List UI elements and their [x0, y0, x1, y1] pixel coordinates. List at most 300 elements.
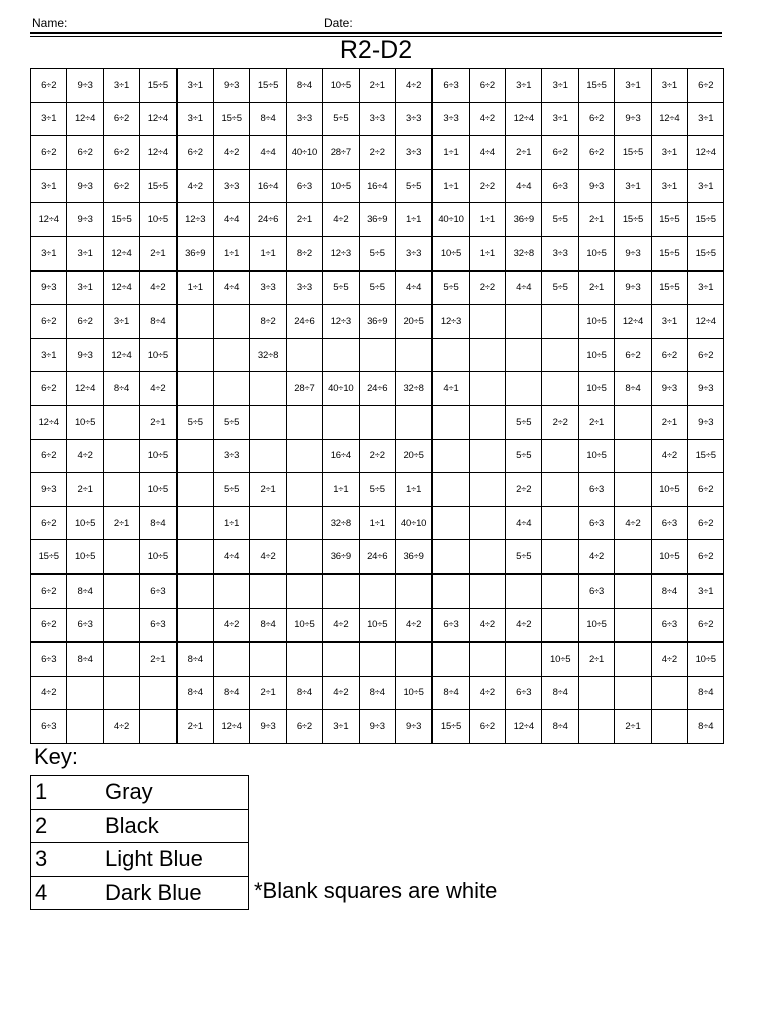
- grid-cell: 12÷4: [140, 102, 177, 136]
- grid-cell: [469, 439, 505, 473]
- grid-cell: 8÷4: [542, 710, 578, 744]
- grid-cell: 1÷1: [432, 136, 469, 170]
- key-row: [31, 876, 249, 910]
- grid-cell: 3÷1: [177, 102, 214, 136]
- grid-cell: 40÷10: [323, 372, 359, 406]
- grid-cell: 9÷3: [250, 710, 286, 744]
- date-label: Date:: [324, 16, 353, 30]
- grid-cell: [286, 338, 322, 372]
- grid-cell: 10÷5: [578, 338, 614, 372]
- grid-cell: 12÷4: [651, 102, 687, 136]
- grid-cell: 12÷4: [103, 271, 139, 305]
- grid-cell: 8÷4: [177, 676, 214, 710]
- grid-cell: 8÷4: [103, 372, 139, 406]
- grid-cell: 10÷5: [578, 305, 614, 339]
- grid-cell: [651, 676, 687, 710]
- grid-cell: 4÷2: [323, 608, 359, 642]
- key-label: Key:: [34, 744, 79, 769]
- grid-cell: 10÷5: [67, 506, 103, 540]
- grid-cell: 1÷1: [213, 236, 249, 270]
- grid-cell: [469, 372, 505, 406]
- grid-cell: 3÷3: [213, 169, 249, 203]
- grid-cell: 2÷1: [578, 271, 614, 305]
- grid-cell: 4÷2: [140, 271, 177, 305]
- grid-row: [31, 102, 724, 136]
- grid-cell: 36÷9: [323, 540, 359, 574]
- grid-cell: 9÷3: [31, 473, 67, 507]
- grid-cell: 9÷3: [615, 102, 651, 136]
- grid-cell: [615, 439, 651, 473]
- key-color: Dark Blue: [105, 876, 249, 910]
- grid-cell: 3÷1: [31, 236, 67, 270]
- grid-cell: 2÷2: [359, 136, 395, 170]
- grid-cell: 2÷2: [469, 169, 505, 203]
- grid-cell: 15÷5: [31, 540, 67, 574]
- grid-cell: 10÷5: [651, 473, 687, 507]
- grid-cell: 10÷5: [286, 608, 322, 642]
- grid-cell: 6÷2: [31, 69, 67, 103]
- grid-cell: 4÷4: [213, 271, 249, 305]
- division-grid: [30, 68, 724, 744]
- grid-cell: [542, 506, 578, 540]
- grid-cell: 6÷3: [31, 642, 67, 676]
- grid-cell: [286, 439, 322, 473]
- grid-cell: 12÷4: [688, 136, 724, 170]
- grid-cell: 12÷4: [67, 372, 103, 406]
- grid-cell: 3÷1: [103, 305, 139, 339]
- grid-cell: 3÷1: [615, 169, 651, 203]
- grid-cell: 24÷6: [359, 540, 395, 574]
- grid-cell: [432, 439, 469, 473]
- grid-cell: 4÷2: [213, 608, 249, 642]
- grid-cell: 3÷1: [542, 69, 578, 103]
- grid-cell: 6÷2: [542, 136, 578, 170]
- grid-cell: 16÷4: [250, 169, 286, 203]
- grid-cell: 6÷3: [651, 506, 687, 540]
- grid-cell: [177, 305, 214, 339]
- grid-cell: 15÷5: [651, 236, 687, 270]
- grid-cell: 9÷3: [615, 271, 651, 305]
- grid-cell: 2÷1: [651, 405, 687, 439]
- grid-cell: 3÷1: [177, 69, 214, 103]
- grid-cell: 3÷1: [506, 69, 542, 103]
- grid-cell: 2÷2: [469, 271, 505, 305]
- grid-cell: [395, 642, 432, 676]
- grid-cell: 6÷2: [469, 69, 505, 103]
- grid-cell: 8÷4: [250, 102, 286, 136]
- grid-cell: 10÷5: [323, 169, 359, 203]
- grid-cell: [432, 338, 469, 372]
- grid-cell: 4÷4: [213, 203, 249, 237]
- grid-cell: [323, 642, 359, 676]
- name-label: Name:: [32, 16, 68, 30]
- grid-cell: [506, 372, 542, 406]
- grid-cell: [213, 338, 249, 372]
- grid-cell: 9÷3: [395, 710, 432, 744]
- grid-cell: [542, 574, 578, 608]
- grid-cell: [286, 506, 322, 540]
- grid-cell: [432, 540, 469, 574]
- grid-cell: [615, 540, 651, 574]
- grid-cell: [469, 338, 505, 372]
- grid-cell: 1÷1: [213, 506, 249, 540]
- grid-row: [31, 338, 724, 372]
- grid-cell: 8÷4: [542, 676, 578, 710]
- grid-cell: [103, 676, 139, 710]
- grid-cell: 6÷3: [578, 473, 614, 507]
- grid-cell: 4÷4: [395, 271, 432, 305]
- grid-cell: 4÷4: [506, 169, 542, 203]
- grid-cell: [213, 305, 249, 339]
- grid-row: [31, 710, 724, 744]
- grid-cell: 3÷3: [395, 102, 432, 136]
- grid-cell: 1÷1: [395, 473, 432, 507]
- grid-cell: 3÷1: [31, 169, 67, 203]
- grid-cell: 2÷2: [506, 473, 542, 507]
- grid-cell: [432, 506, 469, 540]
- grid-cell: 5÷5: [506, 405, 542, 439]
- grid-cell: 6÷2: [688, 506, 724, 540]
- grid-cell: [250, 506, 286, 540]
- grid-cell: 6÷3: [651, 608, 687, 642]
- grid-cell: 8÷4: [432, 676, 469, 710]
- grid-cell: [177, 338, 214, 372]
- grid-cell: 15÷5: [140, 169, 177, 203]
- grid-cell: 8÷2: [286, 236, 322, 270]
- grid-cell: 10÷5: [67, 540, 103, 574]
- grid-cell: [177, 574, 214, 608]
- grid-cell: 6÷2: [651, 338, 687, 372]
- key-row: [31, 776, 249, 810]
- grid-cell: 16÷4: [359, 169, 395, 203]
- grid-cell: [250, 372, 286, 406]
- grid-cell: 9÷3: [31, 271, 67, 305]
- grid-cell: 4÷4: [506, 506, 542, 540]
- grid-cell: 10÷5: [578, 236, 614, 270]
- grid-cell: 2÷1: [103, 506, 139, 540]
- grid-cell: 5÷5: [323, 102, 359, 136]
- grid-cell: 12÷4: [67, 102, 103, 136]
- grid-cell: 32÷8: [506, 236, 542, 270]
- grid-cell: 9÷3: [578, 169, 614, 203]
- grid-cell: [67, 676, 103, 710]
- key-number: 1: [31, 776, 106, 810]
- grid-cell: 8÷4: [67, 642, 103, 676]
- grid-cell: [542, 372, 578, 406]
- grid-cell: 9÷3: [359, 710, 395, 744]
- grid-row: [31, 540, 724, 574]
- grid-cell: 15÷5: [651, 203, 687, 237]
- grid-cell: [250, 642, 286, 676]
- grid-cell: 10÷5: [688, 642, 724, 676]
- grid-cell: [359, 338, 395, 372]
- key-row: [31, 843, 249, 877]
- grid-cell: 3÷3: [213, 439, 249, 473]
- grid-cell: 28÷7: [286, 372, 322, 406]
- grid-row: [31, 574, 724, 608]
- grid-cell: 5÷5: [506, 540, 542, 574]
- grid-row: [31, 236, 724, 270]
- grid-cell: 3÷3: [359, 102, 395, 136]
- grid-cell: 3÷1: [651, 169, 687, 203]
- grid-cell: 4÷2: [67, 439, 103, 473]
- grid-cell: [469, 305, 505, 339]
- blank-squares-note: *Blank squares are white: [254, 878, 498, 903]
- grid-cell: 10÷5: [578, 608, 614, 642]
- grid-cell: [395, 574, 432, 608]
- grid-row: [31, 169, 724, 203]
- grid-cell: 3÷3: [432, 102, 469, 136]
- grid-row: [31, 405, 724, 439]
- grid-cell: 5÷5: [213, 405, 249, 439]
- grid-cell: 15÷5: [615, 203, 651, 237]
- grid-cell: 3÷1: [688, 271, 724, 305]
- grid-cell: 12÷4: [615, 305, 651, 339]
- grid-cell: 3÷3: [250, 271, 286, 305]
- grid-cell: 1÷1: [395, 203, 432, 237]
- grid-cell: [286, 405, 322, 439]
- grid-cell: [177, 439, 214, 473]
- grid-cell: [615, 642, 651, 676]
- grid-cell: [542, 338, 578, 372]
- grid-cell: 2÷1: [177, 710, 214, 744]
- grid-row: [31, 676, 724, 710]
- grid-cell: 10÷5: [651, 540, 687, 574]
- grid-cell: [615, 676, 651, 710]
- grid-cell: 6÷2: [286, 710, 322, 744]
- grid-cell: 2÷1: [250, 473, 286, 507]
- grid-cell: [103, 574, 139, 608]
- grid-cell: 6÷2: [67, 305, 103, 339]
- grid-cell: 8÷4: [615, 372, 651, 406]
- grid-cell: 24÷6: [359, 372, 395, 406]
- grid-cell: [432, 642, 469, 676]
- grid-cell: 1÷1: [250, 236, 286, 270]
- grid-cell: [177, 608, 214, 642]
- grid-cell: [250, 574, 286, 608]
- grid-cell: [250, 439, 286, 473]
- grid-cell: 3÷1: [103, 69, 139, 103]
- grid-cell: 4÷2: [469, 608, 505, 642]
- grid-cell: [469, 642, 505, 676]
- grid-cell: [395, 338, 432, 372]
- grid-cell: [469, 540, 505, 574]
- grid-cell: 10÷5: [67, 405, 103, 439]
- grid-cell: 8÷4: [651, 574, 687, 608]
- grid-cell: 15÷5: [213, 102, 249, 136]
- grid-cell: [213, 574, 249, 608]
- grid-cell: 12÷3: [323, 305, 359, 339]
- grid-cell: [469, 574, 505, 608]
- grid-cell: 5÷5: [359, 236, 395, 270]
- grid-cell: 12÷4: [213, 710, 249, 744]
- grid-cell: 4÷2: [250, 540, 286, 574]
- grid-cell: [213, 642, 249, 676]
- grid-cell: 6÷2: [67, 136, 103, 170]
- grid-cell: 10÷5: [359, 608, 395, 642]
- grid-cell: 3÷3: [286, 102, 322, 136]
- key-number: 3: [31, 843, 106, 877]
- grid-cell: 6÷3: [67, 608, 103, 642]
- grid-cell: 15÷5: [432, 710, 469, 744]
- grid-cell: 12÷3: [177, 203, 214, 237]
- grid-cell: 8÷4: [140, 305, 177, 339]
- grid-cell: 6÷2: [31, 608, 67, 642]
- grid-cell: 2÷1: [578, 642, 614, 676]
- grid-cell: 24÷6: [250, 203, 286, 237]
- grid-cell: 6÷2: [688, 69, 724, 103]
- grid-cell: 15÷5: [688, 203, 724, 237]
- grid-cell: 3÷1: [651, 69, 687, 103]
- grid-cell: 6÷2: [688, 473, 724, 507]
- key-number: 4: [31, 876, 106, 910]
- grid-cell: 12÷4: [31, 405, 67, 439]
- grid-cell: 9÷3: [688, 372, 724, 406]
- grid-cell: 36÷9: [506, 203, 542, 237]
- grid-cell: 40÷10: [286, 136, 322, 170]
- grid-cell: 15÷5: [250, 69, 286, 103]
- grid-cell: 6÷2: [103, 169, 139, 203]
- grid-cell: 15÷5: [140, 69, 177, 103]
- grid-cell: 20÷5: [395, 305, 432, 339]
- grid-cell: 12÷4: [506, 710, 542, 744]
- grid-cell: 2÷1: [140, 236, 177, 270]
- grid-cell: 8÷4: [688, 676, 724, 710]
- grid-cell: 8÷4: [688, 710, 724, 744]
- grid-cell: 32÷8: [323, 506, 359, 540]
- grid-cell: 20÷5: [395, 439, 432, 473]
- grid-cell: 1÷1: [323, 473, 359, 507]
- grid-cell: 5÷5: [395, 169, 432, 203]
- grid-cell: 4÷2: [395, 608, 432, 642]
- grid-cell: [542, 540, 578, 574]
- grid-cell: 36÷9: [395, 540, 432, 574]
- page-title: R2-D2: [339, 36, 413, 64]
- grid-cell: 8÷4: [177, 642, 214, 676]
- grid-cell: 9÷3: [67, 69, 103, 103]
- grid-cell: 4÷2: [651, 642, 687, 676]
- grid-cell: 6÷2: [177, 136, 214, 170]
- grid-cell: 36÷9: [359, 305, 395, 339]
- grid-cell: [177, 506, 214, 540]
- grid-cell: 4÷2: [213, 136, 249, 170]
- grid-cell: 6÷2: [469, 710, 505, 744]
- grid-cell: [286, 642, 322, 676]
- grid-cell: [103, 540, 139, 574]
- grid-cell: 1÷1: [469, 236, 505, 270]
- grid-cell: 10÷5: [140, 338, 177, 372]
- grid-cell: 5÷5: [177, 405, 214, 439]
- grid-cell: 3÷1: [31, 102, 67, 136]
- grid-cell: 5÷5: [432, 271, 469, 305]
- grid-cell: 32÷8: [395, 372, 432, 406]
- grid-cell: [140, 710, 177, 744]
- grid-cell: 6÷2: [31, 506, 67, 540]
- grid-cell: [177, 372, 214, 406]
- grid-cell: [578, 676, 614, 710]
- grid-row: [31, 372, 724, 406]
- color-key: [30, 775, 249, 910]
- grid-cell: [67, 710, 103, 744]
- grid-cell: 3÷1: [688, 102, 724, 136]
- grid-cell: 6÷2: [31, 439, 67, 473]
- grid-cell: [103, 405, 139, 439]
- grid-cell: 3÷1: [651, 305, 687, 339]
- grid-cell: [615, 405, 651, 439]
- grid-cell: 16÷4: [323, 439, 359, 473]
- grid-cell: 6÷2: [688, 540, 724, 574]
- grid-cell: 6÷2: [103, 136, 139, 170]
- grid-cell: 12÷3: [323, 236, 359, 270]
- grid-cell: 15÷5: [688, 439, 724, 473]
- grid-cell: 3÷1: [67, 271, 103, 305]
- grid-row: [31, 439, 724, 473]
- grid-cell: [250, 405, 286, 439]
- grid-cell: 10÷5: [140, 540, 177, 574]
- grid-row: [31, 271, 724, 305]
- grid-cell: 6÷2: [31, 372, 67, 406]
- grid-cell: [103, 642, 139, 676]
- grid-cell: 12÷4: [103, 236, 139, 270]
- grid-cell: 9÷3: [67, 169, 103, 203]
- grid-cell: 6÷3: [432, 69, 469, 103]
- key-number: 2: [31, 809, 106, 843]
- grid-cell: [177, 540, 214, 574]
- grid-cell: [432, 473, 469, 507]
- grid-cell: 6÷3: [31, 710, 67, 744]
- grid-cell: 6÷2: [688, 338, 724, 372]
- grid-cell: [359, 405, 395, 439]
- grid-cell: 3÷3: [395, 236, 432, 270]
- grid-cell: [103, 439, 139, 473]
- grid-cell: 6÷3: [578, 506, 614, 540]
- grid-cell: [469, 473, 505, 507]
- grid-cell: 15÷5: [651, 271, 687, 305]
- grid-cell: 12÷4: [31, 203, 67, 237]
- grid-cell: [506, 642, 542, 676]
- grid-cell: 5÷5: [213, 473, 249, 507]
- grid-cell: 8÷4: [67, 574, 103, 608]
- grid-cell: 4÷4: [506, 271, 542, 305]
- grid-cell: 4÷2: [578, 540, 614, 574]
- grid-cell: 15÷5: [103, 203, 139, 237]
- grid-cell: 3÷1: [323, 710, 359, 744]
- grid-cell: [542, 305, 578, 339]
- grid-cell: 2÷1: [250, 676, 286, 710]
- grid-cell: 4÷2: [469, 102, 505, 136]
- grid-cell: 10÷5: [578, 439, 614, 473]
- grid-cell: [432, 574, 469, 608]
- grid-cell: [286, 574, 322, 608]
- grid-cell: [140, 676, 177, 710]
- grid-row: [31, 642, 724, 676]
- grid-cell: 4÷4: [213, 540, 249, 574]
- grid-cell: 6÷3: [506, 676, 542, 710]
- grid-cell: 12÷4: [140, 136, 177, 170]
- grid-cell: 5÷5: [542, 203, 578, 237]
- grid-cell: 2÷1: [578, 203, 614, 237]
- grid-cell: 2÷1: [578, 405, 614, 439]
- grid-cell: 3÷3: [395, 136, 432, 170]
- grid-cell: 3÷1: [31, 338, 67, 372]
- grid-cell: 10÷5: [140, 473, 177, 507]
- grid-cell: 10÷5: [432, 236, 469, 270]
- grid-row: [31, 69, 724, 103]
- grid-cell: 8÷4: [140, 506, 177, 540]
- grid-cell: 8÷4: [286, 69, 322, 103]
- grid-cell: [615, 608, 651, 642]
- grid-cell: [615, 473, 651, 507]
